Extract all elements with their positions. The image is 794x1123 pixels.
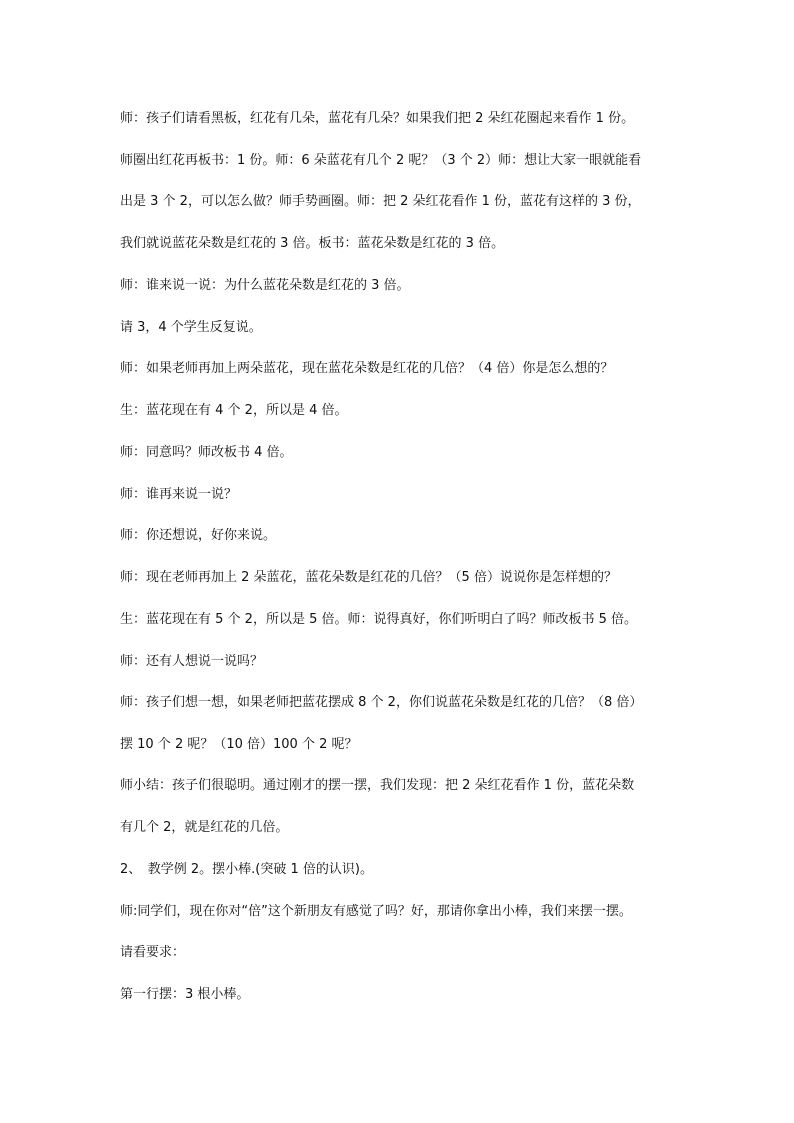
paragraph-line: 师：还有人想说一说吗？ [120, 654, 264, 669]
paragraph-line: 师：孩子们想一想，如果老师把蓝花摆成 8 个 2，你们说蓝花朵数是红花的几倍？（8 倍） [120, 695, 643, 710]
paragraph-line: 请 3，4 个学生反复说。 [120, 320, 262, 335]
paragraph-line: 请看要求： [120, 945, 186, 960]
paragraph-line: 师：谁来说一说：为什么蓝花朵数是红花的 3 倍。 [120, 278, 410, 293]
paragraph-line: 师：同意吗？师改板书 4 倍。 [120, 445, 293, 460]
paragraph-line: 师：如果老师再加上两朵蓝花，现在蓝花朵数是红花的几倍？（4 倍）你是怎么想的？ [120, 361, 614, 376]
paragraph-line: 师:同学们，现在你对“倍”这个新朋友有感觉了吗？好，那请你拿出小棒，我们来摆一摆。 [120, 904, 632, 919]
paragraph-line: 摆 10 个 2 呢？（10 倍）100 个 2 呢？ [120, 737, 358, 752]
paragraph-line: 我们就说蓝花朵数是红花的 3 倍。板书：蓝花朵数是红花的 3 倍。 [120, 236, 505, 251]
section-heading: 2、 教学例 2。摆小棒.(突破 1 倍的认识)。 [120, 862, 373, 877]
paragraph-line: 出是 3 个 2，可以怎么做？师手势画圈。师：把 2 朵红花看作 1 份，蓝花有这样的 3 份， [120, 194, 641, 209]
paragraph-line: 有几个 2，就是红花的几倍。 [120, 820, 289, 835]
paragraph-line: 师：孩子们请看黑板，红花有几朵，蓝花有几朵？如果我们把 2 朵红花圈起来看作 1 份。 [120, 111, 635, 126]
paragraph-line: 生：蓝花现在有 5 个 2，所以是 5 倍。师：说得真好，你们听明白了吗？师改板书 5 倍。 [120, 612, 638, 627]
paragraph-line: 师小结：孩子们很聪明。通过刚才的摆一摆，我们发现：把 2 朵红花看作 1 份，蓝花朵数 [120, 778, 635, 793]
paragraph-line: 师：现在老师再加上 2 朵蓝花，蓝花朵数是红花的几倍？（5 倍）说说你是怎样想的？ [120, 570, 617, 585]
paragraph-line: 师：谁再来说一说？ [120, 487, 238, 502]
paragraph-line: 生：蓝花现在有 4 个 2，所以是 4 倍。 [120, 403, 348, 418]
paragraph-line: 师：你还想说，好你来说。 [120, 528, 277, 543]
paragraph-line: 第一行摆：3 根小棒。 [120, 987, 250, 1002]
paragraph-line: 师圈出红花再板书：1 份。师：6 朵蓝花有几个 2 呢？（3 个 2）师：想让大家一眼就能看 [120, 153, 642, 168]
